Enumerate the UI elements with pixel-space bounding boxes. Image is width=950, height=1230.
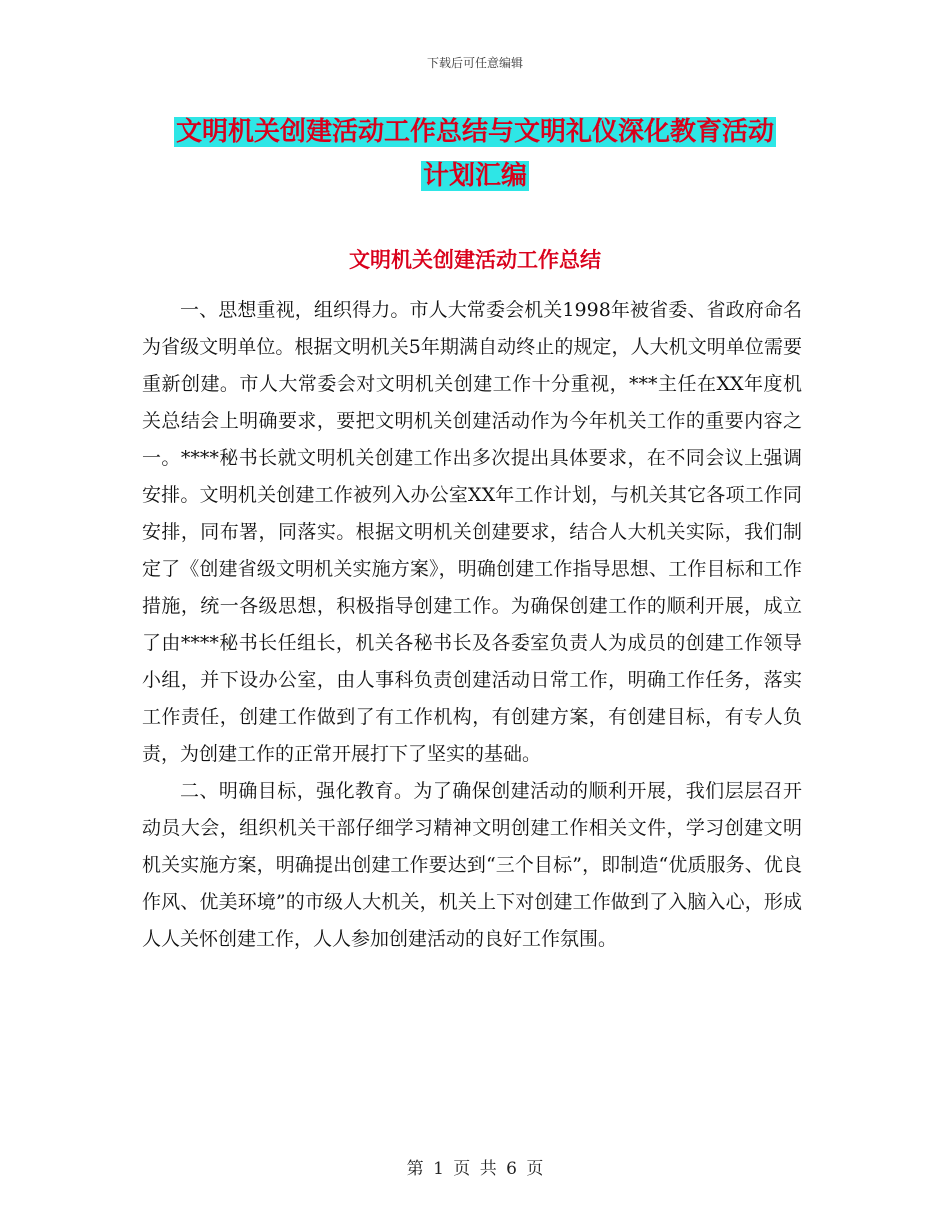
paragraph-2: 二、明确目标，强化教育。为了确保创建活动的顺利开展，我们层层召开动员大会，组织机关干部仔细学习精神文明创建工作相关文件，学习创建文明机关实施方案，明确提出创建工作要达到“三个目标”，即制造“优质服务、优良作风、优美环境”的市级人大机关，机关上下对创建工作做到了入脑入心，形成人人关怀创建工作，人人参加创建活动的良好工作氛围。 — [142, 780, 802, 950]
document-title — [0, 110, 950, 198]
document-title-line-1: 文明机关创建活动工作总结与文明礼仪深化教育活动 — [175, 117, 774, 147]
page-number-footer: 第 1 页 共 6 页 — [406, 1159, 544, 1179]
document-title-line-2: 计划汇编 — [422, 161, 527, 191]
section-title: 文明机关创建活动工作总结 — [349, 248, 601, 272]
document-body — [142, 292, 802, 958]
paragraph-1: 一、思想重视，组织得力。市人大常委会机关1998年被省委、省政府命名为省级文明单位。根据文明机关5年期满自动终止的规定，人大机文明单位需要重新创建。市人大常委会对文明机关创建工作十分重视，***主任在XX年度机关总结会上明确要求，要把文明机关创建活动作为今年机关工作的重要内容之一。****秘书长就文明机关创建工作出多次提出具体要求，在不同会议上强调安排。文明机关创建工作被列入办公室XX年工作计划，与机关其它各项工作同安排，同布署，同落实。根据文明机关创建要求，结合人大机关实际，我们制定了《创建省级文明机关实施方案》，明确创建工作指导思想、工作目标和工作措施，统一各级思想，积极指导创建工作。为确保创建工作的顺利开展，成立了由****秘书长任组长，机关各秘书长及各委室负责人为成员的创建工作领导小组，并下设办公室，由人事科负责创建活动日常工作，明确工作任务，落实工作责任，创建工作做到了有工作机构，有创建方案，有创建目标，有专人负责，为创建工作的正常开展打下了坚实的基础。 — [142, 299, 802, 765]
page-header-note: 下载后可任意编辑 — [426, 56, 523, 70]
